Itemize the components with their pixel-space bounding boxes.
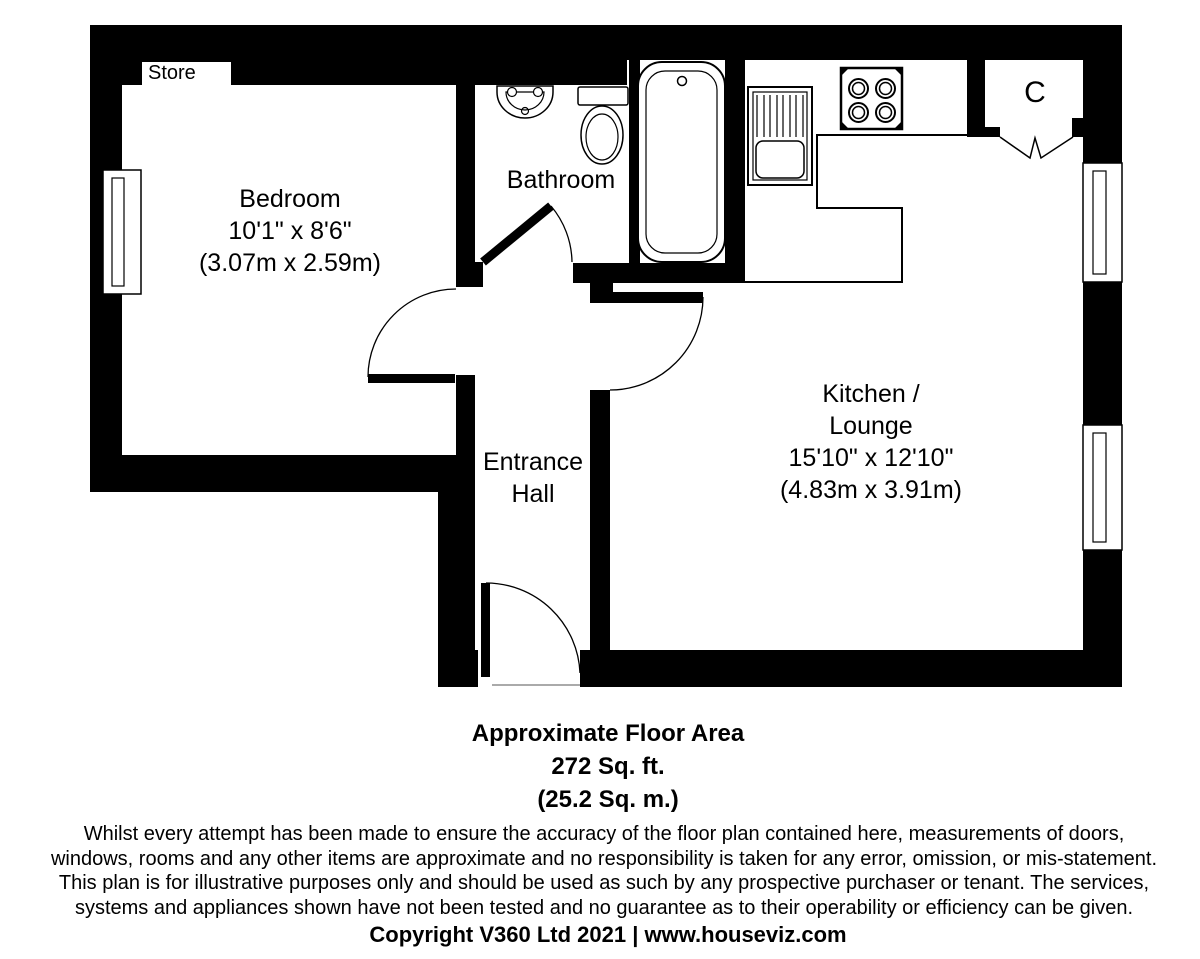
disclaimer-line-2: windows, rooms and any other items are approximate and no responsibility is taken for any error, omission, or mis-statement. <box>50 847 1158 870</box>
bathtub-icon <box>638 62 725 262</box>
kitchen-window-lower-icon <box>1083 425 1122 550</box>
disclaimer-line-3: This plan is for illustrative purposes only and should be used as such by any prospective purchaser or tenant. The services, <box>58 872 1150 894</box>
floor-area-summary <box>0 717 1200 816</box>
bathroom-door-icon <box>483 206 572 262</box>
wall-bedroom-bathroom-divider-upper <box>456 58 475 287</box>
bedroom-dims-imperial: 10'1" x 8'6" <box>228 217 352 245</box>
closet-bifold-door-icon <box>1000 137 1073 158</box>
wall-bathroom-bottom <box>573 263 745 283</box>
kitchen-lounge-dims-imperial: 15'10" x 12'10" <box>788 444 954 472</box>
wall-closet-left-stop <box>985 127 1000 137</box>
copyright-text: Copyright V360 Ltd 2021 | www.houseviz.com <box>369 922 847 947</box>
floor-area-title: Approximate Floor Area <box>471 720 745 747</box>
entrance-door-opening <box>478 650 580 687</box>
bedroom-door-swing-arc <box>368 289 456 377</box>
floor-area-imperial: 272 Sq. ft. <box>551 753 665 780</box>
bedroom-window-icon <box>103 170 141 294</box>
kitchen-lounge-dims-metric: (4.83m x 3.91m) <box>779 476 962 504</box>
kitchen-lounge-label <box>747 378 995 506</box>
wall-bathroom-kitchen <box>725 25 745 283</box>
kitchen-door-icon <box>595 292 703 390</box>
closet-label: C <box>1024 76 1046 109</box>
bathroom-door-swing-arc <box>551 206 572 262</box>
kitchen-lounge-line2: Lounge <box>829 412 913 440</box>
floor-area-metric: (25.2 Sq. m.) <box>537 786 679 813</box>
wall-closet-left <box>967 58 985 137</box>
toilet-cistern <box>578 87 628 105</box>
disclaimer-line-4: systems and appliances shown have not been tested and no guarantee as to their operability or efficiency can be given. <box>74 896 1134 919</box>
bathroom-label: Bathroom <box>506 166 616 194</box>
kitchen-window-upper-icon <box>1083 163 1122 282</box>
bedroom-label <box>165 183 415 279</box>
kitchen-door-swing-arc <box>610 297 703 390</box>
basin-icon <box>497 86 553 118</box>
store-label: Store <box>148 62 196 84</box>
wall-closet-right-stop <box>1072 118 1085 137</box>
wall-openings <box>142 62 580 687</box>
disclaimer-line-1: Whilst every attempt has been made to ensure the accuracy of the floor plan contained here, measurements of doors, <box>83 823 1125 845</box>
wall-top <box>90 25 1122 60</box>
wall-right <box>1083 25 1122 687</box>
disclaimer-text <box>4 822 1200 920</box>
bedroom-name: Bedroom <box>239 185 341 213</box>
bedroom-dims-metric: (3.07m x 2.59m) <box>198 249 381 277</box>
toilet-bowl <box>581 106 623 164</box>
bedroom-door-icon <box>368 289 456 383</box>
entrance-hall-line2: Hall <box>511 480 555 508</box>
kitchen-lounge-line1: Kitchen / <box>822 380 920 408</box>
entrance-hall-label <box>460 446 606 510</box>
wall-bedroom-bathroom-divider-lower <box>456 375 475 457</box>
wall-bedroom-bottom <box>90 455 475 492</box>
basin-tap-left <box>508 88 517 97</box>
toilet-icon <box>578 87 628 164</box>
kitchen-sink-icon <box>748 87 812 185</box>
basin-tap-right <box>534 88 543 97</box>
hob-icon <box>841 68 902 129</box>
wall-hall-kitchen <box>590 390 610 650</box>
wall-bathroom-door-stop <box>456 262 483 287</box>
entrance-hall-line1: Entrance <box>482 448 584 476</box>
